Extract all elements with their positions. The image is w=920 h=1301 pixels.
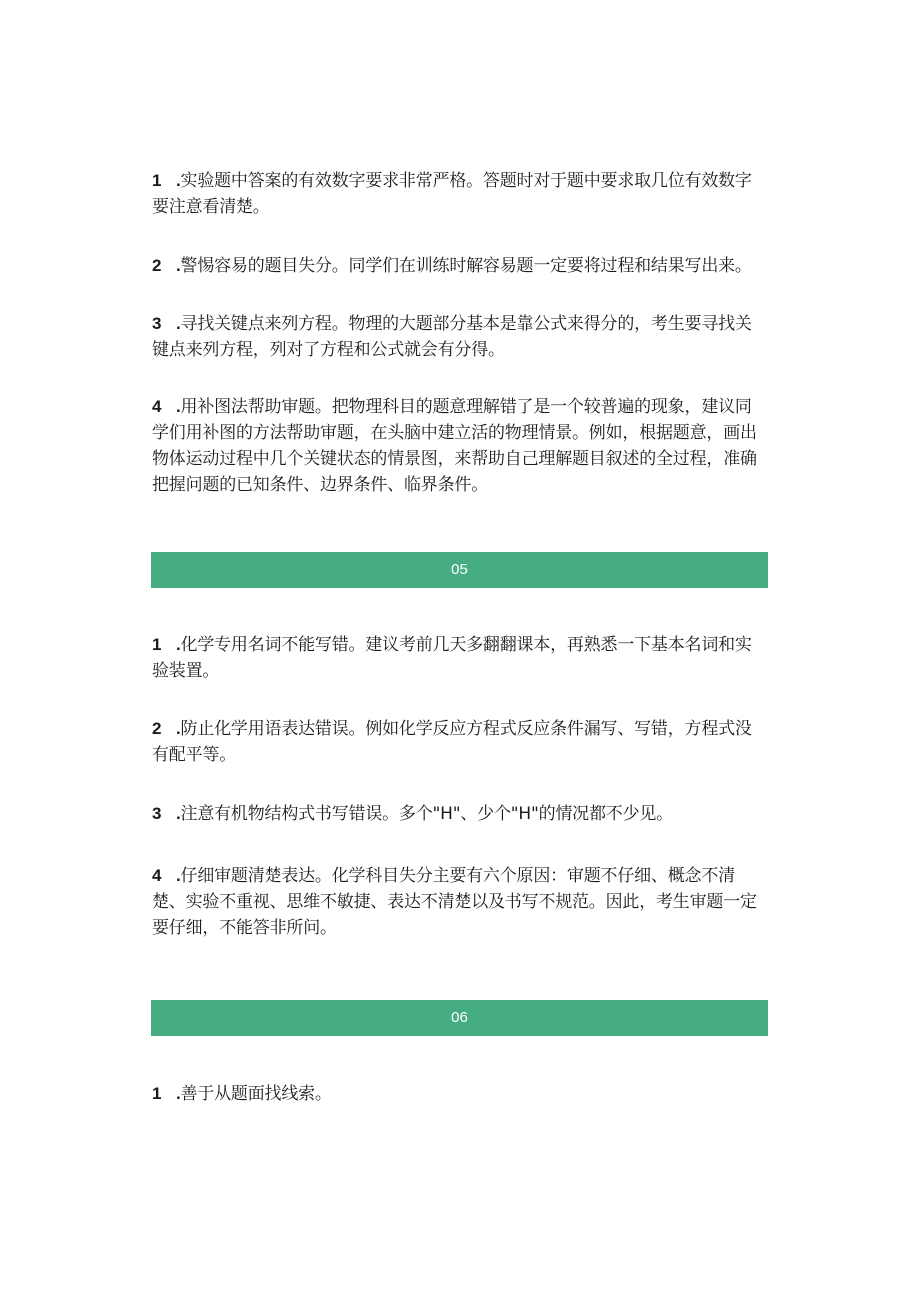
item-number: 2	[152, 256, 162, 275]
item-text: 用补图法帮助审题。把物理科目的题意理解错了是一个较普遍的现象，建议同学们用补图的方法帮助审题，在头脑中建立活的物理情景。例如，根据题意，画出物体运动过程中几个关键状态的情景图，来帮助自己理解题目叙述的全过程，准确把握问题的已知条件、边界条件、临界条件。	[152, 397, 757, 495]
section-banner: 05	[151, 552, 768, 588]
list-item: 1 .实验题中答案的有效数字要求非常严格。答题时对于题中要求取几位有效数字要注意看清楚。	[152, 168, 768, 220]
item-number: 4	[152, 397, 162, 416]
list-item: 4 .用补图法帮助审题。把物理科目的题意理解错了是一个较普遍的现象，建议同学们用补图的方法帮助审题，在头脑中建立活的物理情景。例如，根据题意，画出物体运动过程中几个关键状态的情景图，来帮助自己理解题目叙述的全过程，准确把握问题的已知条件、边界条件、临界条件。	[152, 394, 768, 498]
section-banner: 06	[151, 1000, 768, 1036]
list-item: 2 .防止化学用语表达错误。例如化学反应方程式反应条件漏写、写错，方程式没有配平等。	[152, 716, 768, 768]
item-text: 化学专用名词不能写错。建议考前几天多翻翻课本，再熟悉一下基本名词和实验装置。	[152, 635, 752, 681]
item-text: 实验题中答案的有效数字要求非常严格。答题时对于题中要求取几位有效数字要注意看清楚。	[152, 171, 752, 217]
list-item: 1 .善于从题面找线索。	[152, 1081, 768, 1107]
item-number: 1	[152, 171, 162, 190]
item-number: 3	[152, 314, 162, 333]
item-text: 寻找关键点来列方程。物理的大题部分基本是靠公式来得分的，考生要寻找关键点来列方程，列对了方程和公式就会有分得。	[152, 314, 752, 360]
list-item: 1 .化学专用名词不能写错。建议考前几天多翻翻课本，再熟悉一下基本名词和实验装置。	[152, 632, 768, 684]
item-number: 4	[152, 866, 162, 885]
item-text: 仔细审题清楚表达。化学科目失分主要有六个原因：审题不仔细、概念不清楚、实验不重视、思维不敏捷、表达不清楚以及书写不规范。因此，考生审题一定要仔细，不能答非所问。	[152, 866, 757, 938]
item-number: 1	[152, 1084, 162, 1103]
item-text: 警惕容易的题目失分。同学们在训练时解容易题一定要将过程和结果写出来。	[180, 256, 752, 276]
item-text: 防止化学用语表达错误。例如化学反应方程式反应条件漏写、写错，方程式没有配平等。	[152, 719, 752, 765]
list-item: 3 .寻找关键点来列方程。物理的大题部分基本是靠公式来得分的，考生要寻找关键点来列方程，列对了方程和公式就会有分得。	[152, 311, 768, 363]
item-text: 注意有机物结构式书写错误。多个"H"、少个"H"的情况都不少见。	[180, 804, 673, 824]
list-item: 2 .警惕容易的题目失分。同学们在训练时解容易题一定要将过程和结果写出来。	[152, 253, 768, 279]
item-number: 2	[152, 719, 162, 738]
item-number: 3	[152, 804, 162, 823]
list-item: 4 .仔细审题清楚表达。化学科目失分主要有六个原因：审题不仔细、概念不清楚、实验不重视、思维不敏捷、表达不清楚以及书写不规范。因此，考生审题一定要仔细，不能答非所问。	[152, 863, 768, 941]
item-number: 1	[152, 635, 162, 654]
item-text: 善于从题面找线索。	[180, 1084, 332, 1104]
list-item: 3 .注意有机物结构式书写错误。多个"H"、少个"H"的情况都不少见。	[152, 801, 768, 827]
